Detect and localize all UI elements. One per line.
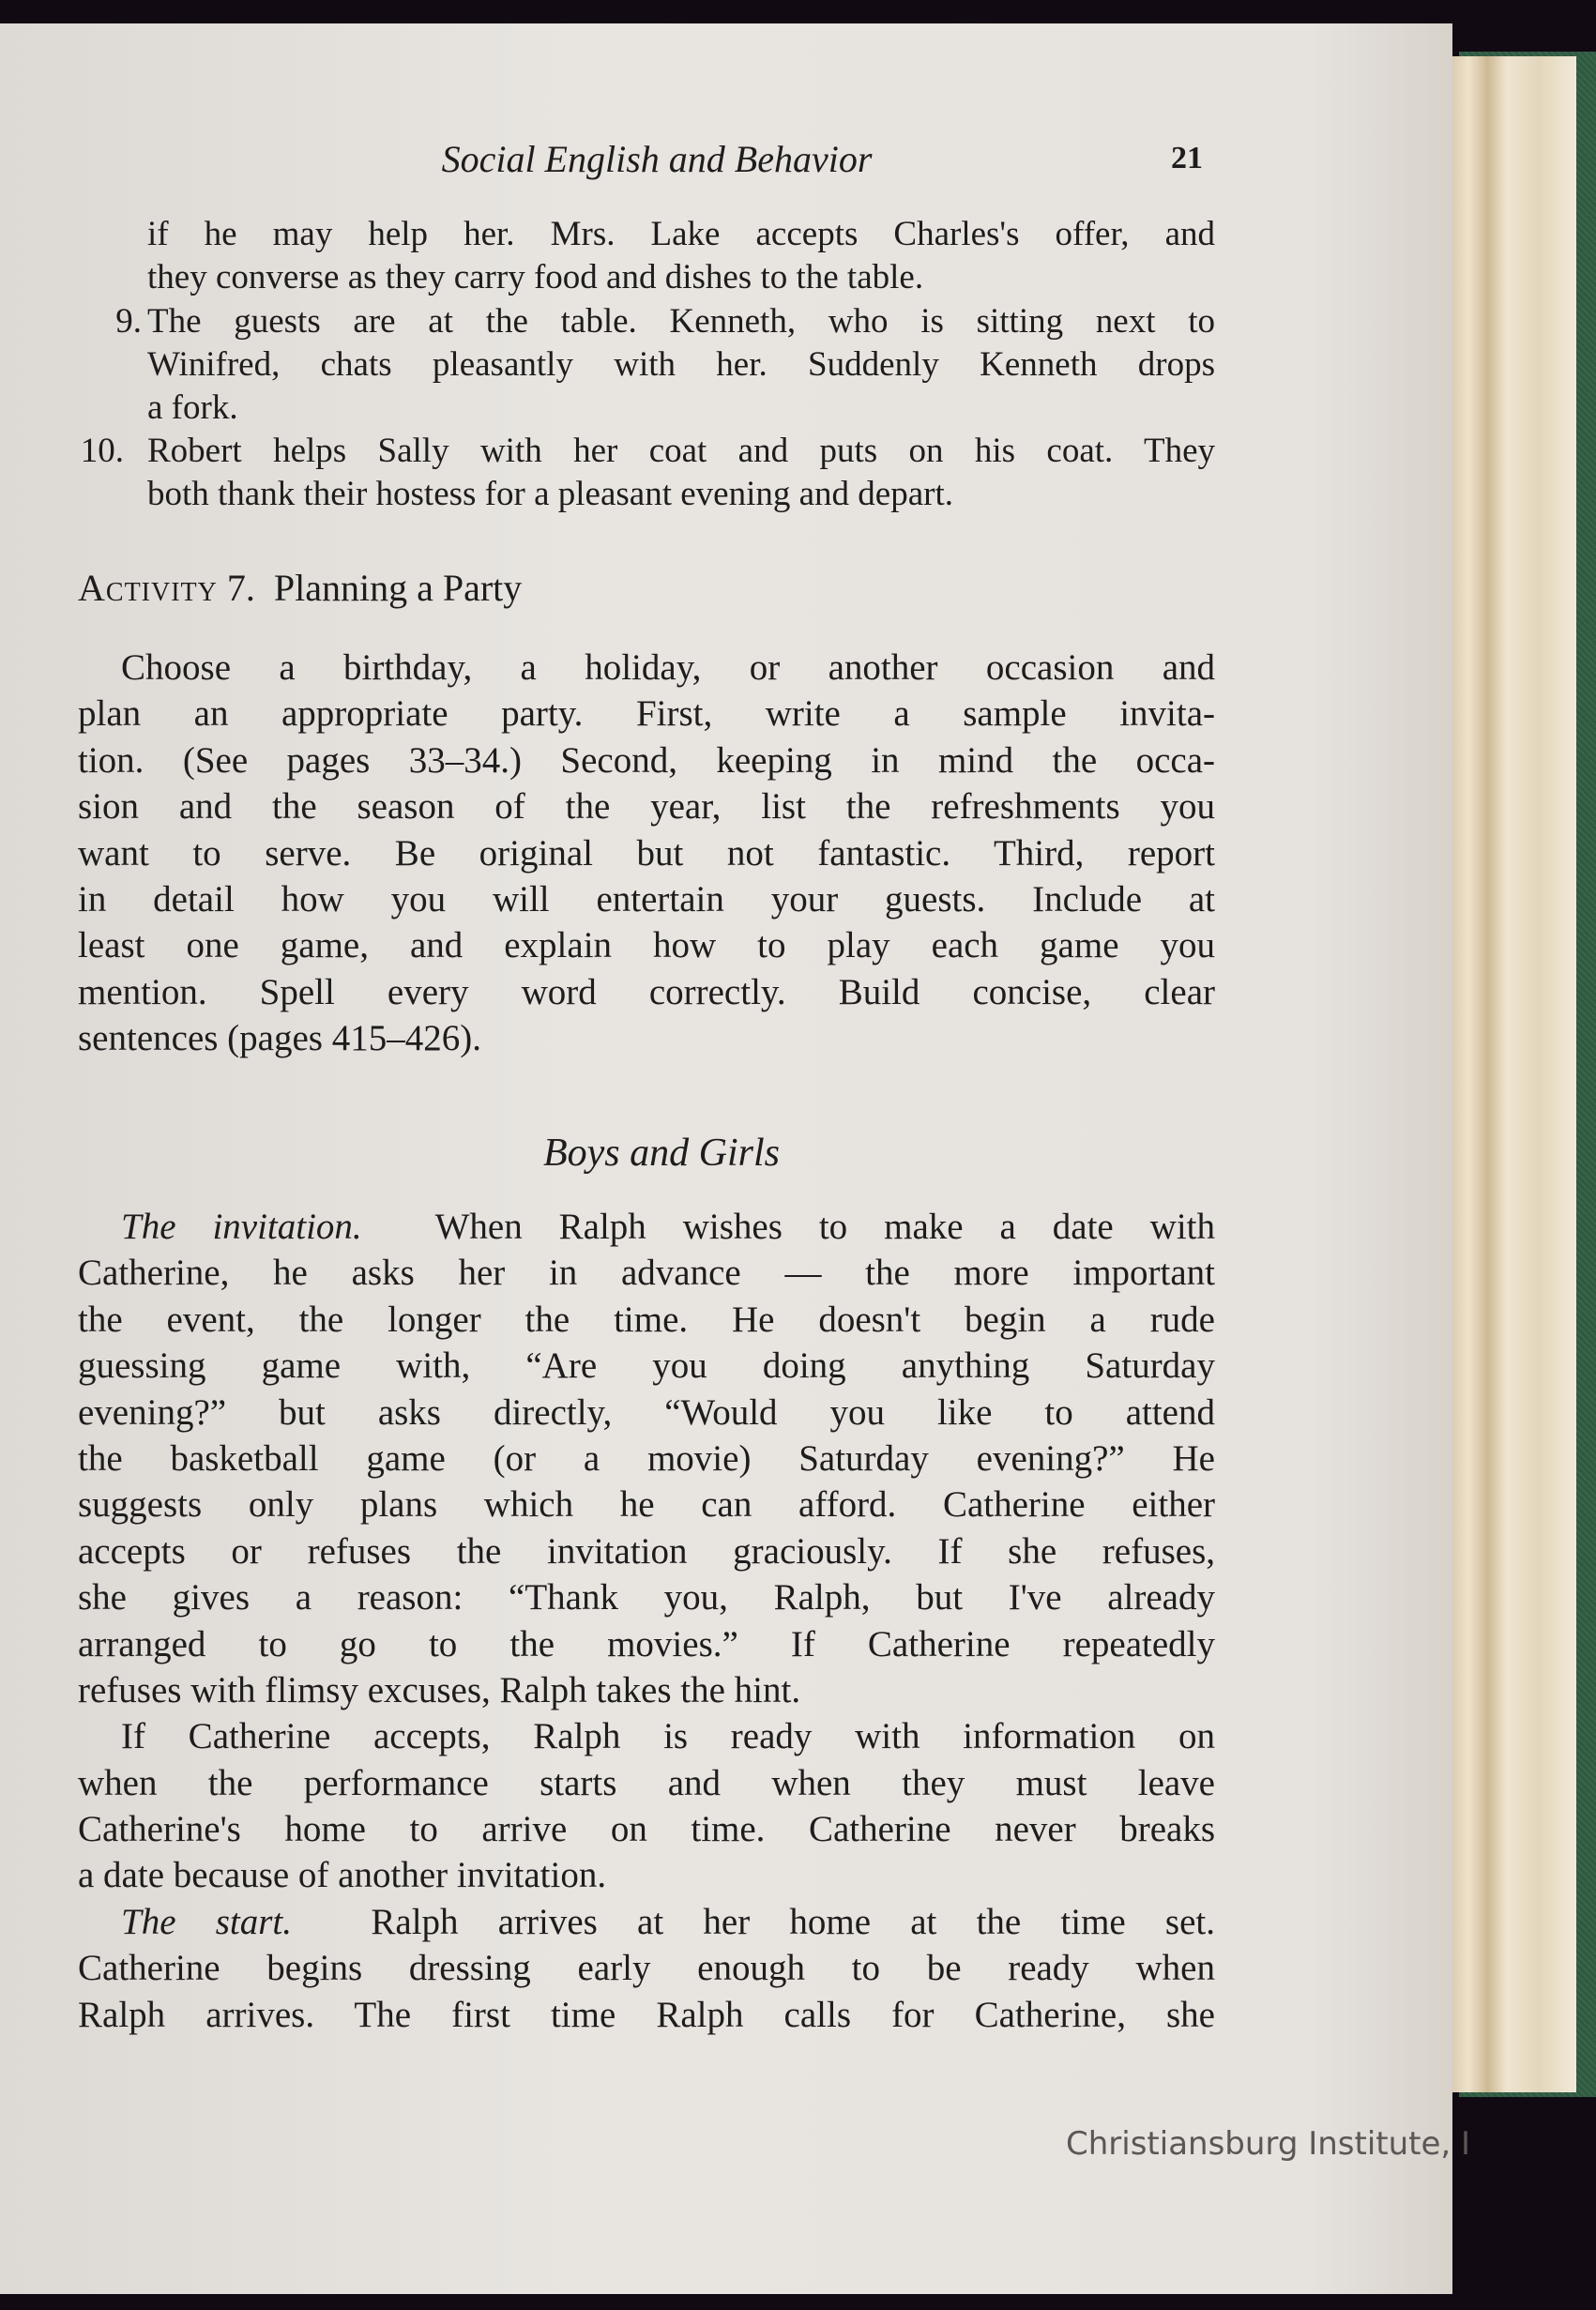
text-line: Ralph arrives. The first time Ralph calls for Catherine, she xyxy=(78,1994,1215,2035)
text-line: accepts or refuses the invitation graciously. If she refuses, xyxy=(78,1530,1215,1572)
text-line: the basketball game (or a movie) Saturday evening?” He xyxy=(78,1437,1215,1479)
text-line: Catherine begins dressing early enough to be ready when xyxy=(78,1948,1215,1989)
list-number: 9. xyxy=(115,302,142,341)
activity-heading xyxy=(78,566,522,610)
text-line xyxy=(78,1899,1215,1945)
list-item-8-continuation xyxy=(147,213,1215,299)
text-line xyxy=(78,1204,1215,1250)
page-edges xyxy=(1450,56,1576,2092)
list-item-10 xyxy=(147,430,1215,516)
text-line: if he may help her. Mrs. Lake accepts Charles's offer, and xyxy=(147,215,1215,253)
text-line: tion. (See pages 33–34.) Second, keeping in mind the occa- xyxy=(78,739,1215,781)
activity-number: 7. xyxy=(226,567,255,609)
text-line: in detail how you will entertain your guests. Include at xyxy=(78,878,1215,919)
text-line: Robert helps Sally with her coat and puts on his coat. They xyxy=(147,432,1215,470)
text-line: Catherine's home to arrive on time. Catherine never breaks xyxy=(78,1809,1215,1850)
text-line: sion and the season of the year, list the refreshments you xyxy=(78,786,1215,828)
text-line: Winifred, chats pleasantly with her. Suddenly Kenneth drops xyxy=(147,345,1215,384)
page-number: 21 xyxy=(1171,141,1203,175)
text-line: plan an appropriate party. First, write a sample invita- xyxy=(78,693,1215,735)
text-line: evening?” but asks directly, “Would you like to attend xyxy=(78,1391,1215,1433)
text-line: when the performance starts and when they must leave xyxy=(78,1762,1215,1803)
text-span: When Ralph wishes to make a date with xyxy=(434,1207,1215,1247)
text-line: guessing game with, “Are you doing anything Saturday xyxy=(78,1345,1215,1387)
text-line: arranged to go to the movies.” If Catherine repeatedly xyxy=(78,1623,1215,1664)
text-line: the event, the longer the time. He doesn't begin a rude xyxy=(78,1299,1215,1340)
text-line: sentences (pages 415–426). xyxy=(78,1018,481,1059)
text-line: The guests are at the table. Kenneth, who is sitting next to xyxy=(147,302,1215,341)
text-line: Choose a birthday, a holiday, or another occasion and xyxy=(121,647,1215,688)
run-in-heading: The start. xyxy=(121,1901,292,1942)
text-span: Ralph arrives at her home at the time set. xyxy=(371,1901,1216,1942)
activity-title: Planning a Party xyxy=(273,567,523,609)
list-number: 10. xyxy=(80,432,124,470)
list-item-9 xyxy=(147,300,1215,430)
text-line: Catherine, he asks her in advance — the more important xyxy=(78,1253,1215,1294)
text-line: a date because of another invitation. xyxy=(78,1855,607,1896)
text-line: she gives a reason: “Thank you, Ralph, but I've already xyxy=(78,1577,1215,1619)
text-line: want to serve. Be original but not fantastic. Third, report xyxy=(78,832,1215,874)
text-line: they converse as they carry food and dishes to the table. xyxy=(147,258,924,296)
activity-label: Activity xyxy=(78,567,218,609)
watermark: Christiansburg Institute, I xyxy=(1066,2125,1471,2163)
running-title: Social English and Behavior xyxy=(441,138,873,180)
text-line: a fork. xyxy=(147,388,238,427)
text-line: least one game, and explain how to play each game you xyxy=(78,925,1215,966)
activity-paragraph xyxy=(78,645,1215,1062)
run-in-heading: The invitation. xyxy=(121,1207,362,1247)
text-line: both thank their hostess for a pleasant evening and depart. xyxy=(147,475,953,513)
text-line: mention. Spell every word correctly. Build concise, clear xyxy=(78,971,1215,1012)
text-line: refuses with flimsy excuses, Ralph takes the hint. xyxy=(78,1669,801,1710)
section-heading: Boys and Girls xyxy=(543,1132,780,1175)
text-line: If Catherine accepts, Ralph is ready with information on xyxy=(121,1716,1215,1757)
section-body xyxy=(78,1204,1215,2038)
text-line: suggests only plans which he can afford. Catherine either xyxy=(78,1484,1215,1526)
